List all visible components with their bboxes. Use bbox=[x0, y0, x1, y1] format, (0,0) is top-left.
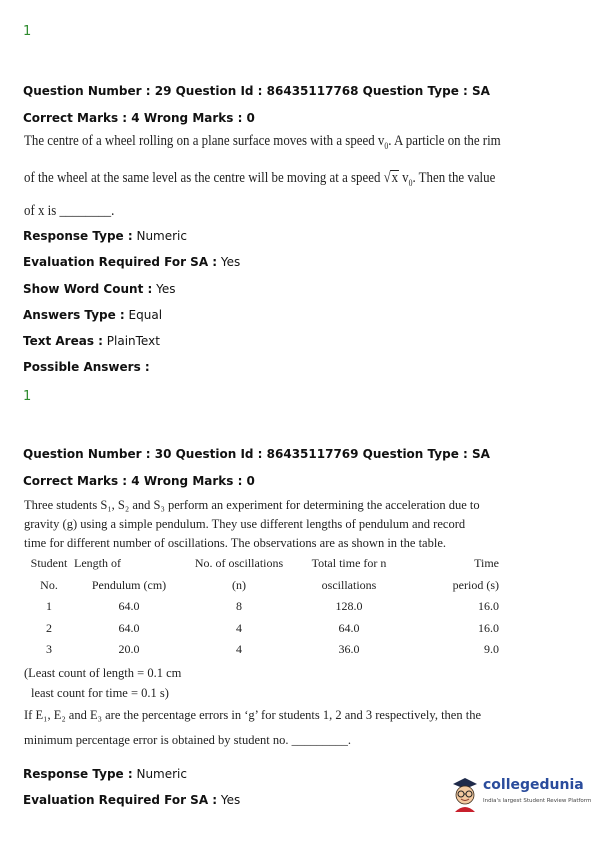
table-cell: 4 bbox=[236, 620, 242, 635]
q29-text-areas: Text Areas : PlainText bbox=[23, 334, 160, 348]
table-header-cell: No. of oscillations bbox=[194, 556, 284, 570]
table-header-cell: (n) bbox=[232, 577, 246, 592]
table-row bbox=[24, 599, 499, 621]
q30-text-line5: minimum percentage error is obtained by student no. _________. bbox=[24, 733, 352, 747]
q30-header: Question Number : 30 Question Id : 86435117769 Question Type : SA bbox=[23, 447, 490, 461]
student-mascot-icon bbox=[449, 776, 481, 812]
q30-text-line2: gravity (g) using a simple pendulum. They use different lengths of pendulum and record bbox=[24, 517, 466, 531]
table-cell: 64.0 bbox=[118, 620, 140, 635]
q30-least-count-time: least count for time = 0.1 s) bbox=[31, 686, 169, 700]
table-cell: 128.0 bbox=[335, 599, 363, 613]
q29-possible-answers: Possible Answers : bbox=[23, 360, 150, 374]
q29-header: Question Number : 29 Question Id : 86435117768 Question Type : SA bbox=[23, 84, 490, 98]
table-row bbox=[24, 642, 499, 664]
table-cell: 8 bbox=[236, 599, 242, 613]
logo-wordmark: collegedunia bbox=[483, 777, 584, 793]
sqrt-symbol: √ bbox=[383, 170, 391, 186]
table-cell: 20.0 bbox=[118, 642, 140, 656]
logo-tagline: India's largest Student Review Platform bbox=[483, 798, 592, 804]
table-cell: 64.0 bbox=[338, 620, 360, 635]
table-cell: 36.0 bbox=[338, 642, 360, 656]
collegedunia-logo bbox=[449, 776, 592, 814]
sqrt-radicand: x bbox=[391, 170, 399, 186]
q30-text-line4: If E₁, E₂ and E₃ are the percentage errors in ‘g’ for students 1, 2 and 3 respectively, then the bbox=[24, 708, 481, 722]
table-cell: 3 bbox=[46, 642, 52, 656]
q30-evaluation-required: Evaluation Required For SA : Yes bbox=[23, 793, 241, 807]
q29-text-line1: The centre of a wheel rolling on a plane surface moves with a speed $v_0$. A particle on the rim bbox=[24, 133, 501, 151]
table-header-cell: Pendulum (cm) bbox=[91, 577, 167, 592]
table-header-cell: Student bbox=[30, 556, 68, 570]
table-header-cell: oscillations bbox=[321, 577, 377, 592]
table-cell: 16.0 bbox=[478, 599, 499, 613]
table-cell: 9.0 bbox=[484, 642, 499, 656]
table-cell: 16.0 bbox=[478, 620, 499, 635]
q29-show-word-count: Show Word Count : Yes bbox=[23, 282, 176, 296]
table-cell: 1 bbox=[46, 599, 52, 613]
q30-text-line3: time for different number of oscillations. The observations are as shown in the table. bbox=[24, 536, 446, 550]
q29-text-line2: of the wheel at the same level as the centre will be moving at a speed √x $v_0$. Then the value bbox=[24, 170, 496, 188]
q29-evaluation-required: Evaluation Required For SA : Yes bbox=[23, 255, 241, 269]
q30-response-type: Response Type : Numeric bbox=[23, 767, 187, 781]
table-header-cell: Length of bbox=[74, 556, 121, 570]
table-cell: 4 bbox=[236, 642, 242, 656]
table-header-cell: Time bbox=[474, 556, 499, 570]
table-header-cell: No. bbox=[40, 577, 58, 592]
q29-marks: Correct Marks : 4 Wrong Marks : 0 bbox=[23, 111, 255, 125]
table-header-row bbox=[24, 578, 499, 600]
previous-answer: 1 bbox=[23, 24, 32, 39]
table-header-row bbox=[24, 556, 499, 578]
table-row bbox=[24, 621, 499, 643]
q29-answers-type: Answers Type : Equal bbox=[23, 308, 163, 322]
q29-response-type: Response Type : Numeric bbox=[23, 229, 187, 243]
q29-text-line3: of x is ________. bbox=[24, 203, 115, 219]
table-cell: 64.0 bbox=[118, 599, 140, 613]
q30-least-count-length: (Least count of length = 0.1 cm bbox=[24, 666, 182, 680]
table-header-cell: Total time for n bbox=[311, 556, 387, 570]
observation-table bbox=[24, 556, 499, 664]
q29-answer: 1 bbox=[23, 389, 32, 404]
table-header-cell: period (s) bbox=[452, 577, 499, 592]
q30-text-line1: Three students S₁, S₂ and S₃ perform an experiment for determining the acceleration due to bbox=[24, 498, 480, 512]
q30-marks: Correct Marks : 4 Wrong Marks : 0 bbox=[23, 474, 255, 488]
table-cell: 2 bbox=[46, 620, 52, 635]
